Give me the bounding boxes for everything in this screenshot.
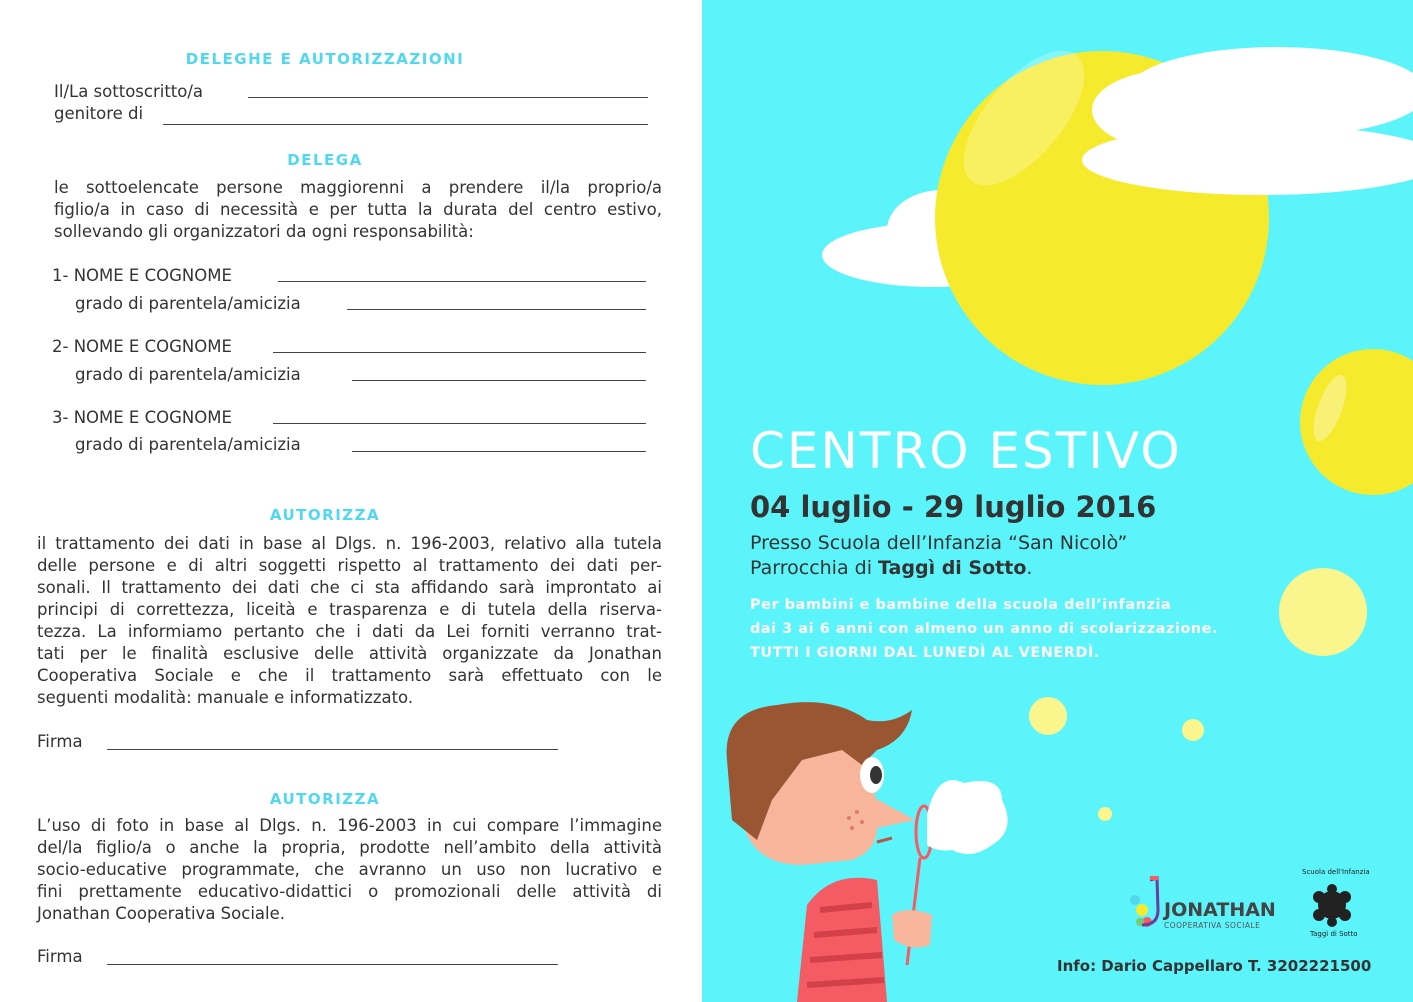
autorizza-2-line: L’uso di foto in base al Dlgs. n. 196-2003 in cui compare l’immagine xyxy=(37,816,662,835)
place-line-1: Presso Scuola dell’Infanzia “San Nicolò” xyxy=(750,532,1128,554)
jonathan-logo-mark xyxy=(1130,876,1158,927)
firma-2-label: Firma xyxy=(37,947,83,966)
place-line-2 xyxy=(750,557,1032,579)
genitore-label: genitore di xyxy=(54,104,144,123)
person-1-name-line[interactable] xyxy=(278,281,646,282)
autorizza-1-line: tati per le finalità esclusive delle attività organizzate da Jonathan xyxy=(37,644,662,663)
firma-2-line[interactable] xyxy=(107,964,558,965)
boy-illustration xyxy=(727,702,1008,1002)
delega-line: figlio/a in caso di necessità e per tutta la durata del centro estivo, xyxy=(54,200,662,219)
info-line-1: Per bambini e bambine della scuola dell’infanzia xyxy=(750,597,1172,613)
autorizza-1-line: il trattamento dei dati in base al Dlgs. n. 196-2003, relativo alla tutela xyxy=(37,534,662,553)
autorizza-1-line: principi di correttezza, liceità e trasparenza e di tutela della riserva- xyxy=(37,600,662,619)
person-3-name-line[interactable] xyxy=(273,423,646,424)
poster-title: CENTRO ESTIVO xyxy=(750,422,1182,480)
delega-line: le sottoelencate persone maggiorenni a prendere il/la proprio/a xyxy=(54,178,662,197)
autorizza-2-line: socio-educative programmate, che avranno un uso non lucrativo e xyxy=(37,860,662,879)
autorizza-2-paragraph xyxy=(37,815,662,925)
bubble-small-3 xyxy=(1098,807,1112,821)
autorizza-1-line: sonali. Il trattamento dei dati che ci sta affidando sarà improntato ai xyxy=(37,578,662,597)
autorizza-1-line: delle persone e di altri soggetti rispetto al trattamento dei dati per- xyxy=(37,556,662,575)
info-line-2: dai 3 ai 6 anni con almeno un anno di scolarizzazione. xyxy=(750,621,1218,637)
scuola-logo-top: Scuola dell'Infanzia xyxy=(1302,868,1370,876)
person-3-grado-line[interactable] xyxy=(352,451,646,452)
sottoscritto-label: Il/La sottoscritto/a xyxy=(54,82,204,101)
form-page xyxy=(0,0,702,1002)
autorizza-1-line: tezza. La informiamo pertanto che i dati da Lei forniti verranno trat- xyxy=(37,622,662,641)
autorizza-2-line: fini prettamente educativo-didattici o promozionali delle attività di xyxy=(37,882,662,901)
autorizza-2-title: AUTORIZZA xyxy=(269,790,381,808)
jonathan-logo-name: JONATHAN xyxy=(1164,899,1276,921)
genitore-field-line[interactable] xyxy=(163,124,648,125)
person-2-name-label: 2- NOME E COGNOME xyxy=(52,337,232,356)
delega-line: sollevando gli organizzatori da ogni responsabilità: xyxy=(54,222,474,241)
sottoscritto-field-line[interactable] xyxy=(248,97,648,98)
autorizza-2-line: Jonathan Cooperativa Sociale. xyxy=(37,904,285,923)
person-2-name-line[interactable] xyxy=(273,352,646,353)
autorizza-2-line: del/la figlio/a o anche la propria, prodotte nell’ambito della attività xyxy=(37,838,662,857)
person-2-grado-line[interactable] xyxy=(352,380,646,381)
person-2-grado-label: grado di parentela/amicizia xyxy=(75,365,301,384)
parish-name: Taggì di Sotto xyxy=(878,557,1027,579)
scuola-logo-mark xyxy=(1313,884,1351,927)
person-3-name-label: 3- NOME E COGNOME xyxy=(52,408,232,427)
autorizza-1-line: Cooperativa Sociale e che il trattamento sarà effettuato con le xyxy=(37,666,662,685)
person-1-grado-label: grado di parentela/amicizia xyxy=(75,294,301,313)
jonathan-logo-sub: COOPERATIVA SOCIALE xyxy=(1164,921,1261,930)
firma-1-label: Firma xyxy=(37,732,83,751)
autorizza-1-title: AUTORIZZA xyxy=(269,506,381,524)
poster-page xyxy=(702,0,1413,1002)
scuola-logo-bottom: Taggì di Sotto xyxy=(1310,930,1358,938)
autorizza-1-paragraph xyxy=(37,533,662,709)
info-line-3: TUTTI I GIORNI DAL LUNEDÌ AL VENERDÌ. xyxy=(750,645,1100,661)
place-prefix: Parrocchia di xyxy=(750,557,879,579)
bubble-pale-right xyxy=(1279,568,1367,656)
event-dates: 04 luglio - 29 luglio 2016 xyxy=(750,490,1157,524)
deleghe-title: DELEGHE E AUTORIZZAZIONI xyxy=(185,50,465,68)
bubble-small-2 xyxy=(1182,719,1204,741)
person-1-grado-line[interactable] xyxy=(347,309,646,310)
bubble-small-1 xyxy=(1029,697,1067,735)
contact-info: Info: Dario Cappellaro T. 3202221500 xyxy=(1057,957,1372,975)
person-1-name-label: 1- NOME E COGNOME xyxy=(52,266,232,285)
firma-1-line[interactable] xyxy=(107,749,558,750)
delega-title: DELEGA xyxy=(287,151,363,169)
place-suffix: . xyxy=(1026,557,1033,579)
autorizza-1-line: seguenti modalità: manuale e informatizzato. xyxy=(37,688,414,707)
person-3-grado-label: grado di parentela/amicizia xyxy=(75,435,301,454)
delega-paragraph xyxy=(54,177,662,243)
